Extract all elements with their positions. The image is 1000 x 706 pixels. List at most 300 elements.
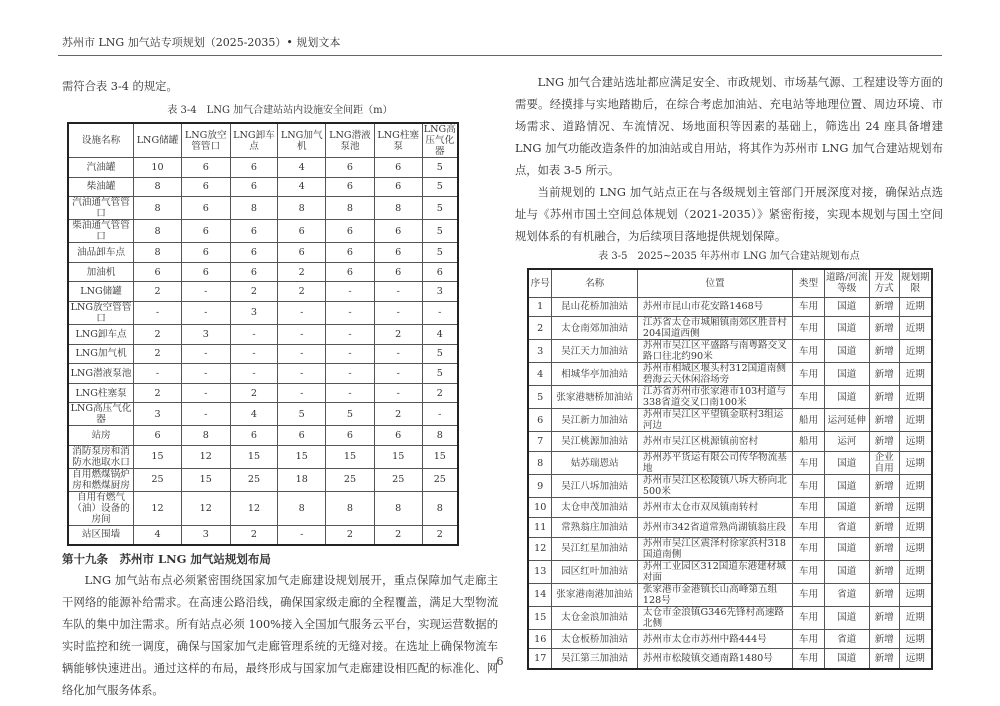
column-header: 道路/河流等级 (824, 269, 869, 297)
table-header-row (68, 123, 458, 158)
table-cell: 6 (230, 243, 278, 263)
table-cell: - (374, 364, 422, 384)
table-cell: 国道 (824, 606, 869, 629)
table-cell: - (134, 364, 182, 384)
table-cell: 6 (374, 177, 422, 197)
table-cell: 车用 (793, 517, 825, 537)
table-cell: 远期 (899, 629, 932, 649)
table-cell: 国道 (824, 649, 869, 669)
table-cell: 8 (134, 243, 182, 263)
table-cell: 2 (528, 317, 552, 340)
column-header: LNG高压气化器 (422, 123, 458, 158)
column-header: LNG柱塞泵 (374, 123, 422, 158)
table-cell: 6 (374, 158, 422, 178)
table-cell: 新增 (869, 606, 899, 629)
table-cell: 新增 (869, 498, 899, 518)
table-cell: 13 (528, 560, 552, 583)
table-cell: 汽油罐 (68, 158, 134, 178)
table-cell: 16 (528, 629, 552, 649)
table-cell: 车用 (793, 583, 825, 606)
table-cell: 6 (181, 177, 230, 197)
table-cell: 4 (134, 525, 182, 545)
table-cell: 常熟翁庄加油站 (552, 517, 637, 537)
table-cell: 15 (326, 445, 375, 468)
table-cell: 近期 (899, 317, 932, 340)
table-cell: 车用 (793, 649, 825, 669)
table-cell: 国道 (824, 560, 869, 583)
table-row (68, 262, 458, 282)
table-cell: 15 (181, 468, 230, 491)
table-cell: 近期 (899, 560, 932, 583)
table-cell: 柴油罐 (68, 177, 134, 197)
table-cell: 太仓南郊加油站 (552, 317, 637, 340)
table-row (528, 475, 932, 498)
table-cell: 国道 (824, 475, 869, 498)
table-cell: 远期 (899, 583, 932, 606)
running-header: 苏州市 LNG 加气站专项规划（2025-2035）• 规划文本 (62, 36, 341, 49)
table-cell: 8 (528, 452, 552, 475)
table-cell: - (181, 383, 230, 403)
table-cell: - (134, 301, 182, 324)
table-cell: 6 (181, 220, 230, 243)
table-cell: 车用 (793, 297, 825, 317)
table-cell: - (422, 301, 458, 324)
table-row (68, 282, 458, 302)
table-cell: - (326, 324, 375, 344)
table-cell: 站房 (68, 426, 134, 446)
table-row (528, 363, 932, 386)
table-cell: 船用 (793, 409, 825, 432)
table-cell: - (181, 403, 230, 426)
table-cell: 新增 (869, 432, 899, 452)
table-cell: 国道 (824, 363, 869, 386)
table-cell: 6 (230, 426, 278, 446)
table-row (528, 340, 932, 363)
table-cell: 车用 (793, 386, 825, 409)
column-header: 序号 (528, 269, 552, 297)
table-cell: 汽油通气管管口 (68, 197, 134, 220)
table-cell: - (326, 282, 375, 302)
column-header: 设施名称 (68, 123, 134, 158)
table-cell: 3 (528, 340, 552, 363)
table-cell: 国道 (824, 537, 869, 560)
table-cell: 8 (134, 197, 182, 220)
table-cell: 6 (181, 243, 230, 263)
table-cell: 6 (374, 426, 422, 446)
intro-text: 需符合表 3-4 的规定。 (62, 80, 178, 93)
table-cell: 苏州市昆山市花安路1468号 (637, 297, 792, 317)
table-row (68, 468, 458, 491)
table-cell: 8 (134, 220, 182, 243)
table-3-4 (67, 122, 459, 546)
table-cell: 远期 (899, 452, 932, 475)
table-cell: 6 (278, 220, 326, 243)
table-cell: 3 (422, 282, 458, 302)
table-row (528, 432, 932, 452)
table-cell: LNG卸车点 (68, 324, 134, 344)
table-cell: 苏州市太仓市苏州中路444号 (637, 629, 792, 649)
table-cell: 苏州市吴江区震泽村徐家浜村318国道南侧 (637, 537, 792, 560)
table-cell: 3 (181, 324, 230, 344)
table-cell: 苏州市松陵镇交通南路1480号 (637, 649, 792, 669)
table-cell: 6 (528, 409, 552, 432)
table-row (528, 409, 932, 432)
table-cell: 17 (528, 649, 552, 669)
table-cell: 25 (230, 468, 278, 491)
table-cell: 2 (134, 324, 182, 344)
table-cell: LNG柱塞泵 (68, 383, 134, 403)
table-cell: 苏州苏平货运有限公司传华物流基地 (637, 452, 792, 475)
table-cell: 3 (230, 301, 278, 324)
table-cell: 6 (230, 177, 278, 197)
table-cell: 6 (230, 158, 278, 178)
table-cell: 远期 (899, 498, 932, 518)
table-cell: 5 (422, 243, 458, 263)
table-row (68, 177, 458, 197)
table-cell: 6 (326, 177, 375, 197)
table-cell: 5 (422, 364, 458, 384)
table-cell: 2 (230, 383, 278, 403)
table-cell: 新增 (869, 583, 899, 606)
table-cell: 6 (230, 262, 278, 282)
table-3-5-caption: 表 3-5 2025~2035 年苏州市 LNG 加气合建站规划布点 (598, 251, 860, 262)
table-cell: 8 (422, 491, 458, 525)
table-cell: 吴江天力加油站 (552, 340, 637, 363)
table-cell: 吴江第三加油站 (552, 649, 637, 669)
table-cell: 6 (326, 220, 375, 243)
header-rule (58, 55, 942, 56)
table-cell: 柴油通气管管口 (68, 220, 134, 243)
table-cell: 6 (134, 262, 182, 282)
table-cell: 6 (278, 426, 326, 446)
table-cell: 2 (134, 282, 182, 302)
table-cell: 苏州市相城区堰头村312国道南侧碧海云天休闲浴场旁 (637, 363, 792, 386)
table-cell: LNG储罐 (68, 282, 134, 302)
table-row (528, 498, 932, 518)
table-cell: 江苏省苏州市张家港市103村道与338省道交叉口南100米 (637, 386, 792, 409)
table-cell: 6 (181, 262, 230, 282)
table-cell: 2 (374, 525, 422, 545)
table-cell: - (230, 364, 278, 384)
table-cell: 8 (326, 491, 375, 525)
table-cell: - (326, 301, 375, 324)
table-cell: 新增 (869, 629, 899, 649)
table-cell: 车用 (793, 475, 825, 498)
table-cell: 近期 (899, 517, 932, 537)
right-column (515, 72, 943, 670)
table-cell: 远期 (899, 537, 932, 560)
table-cell: - (181, 301, 230, 324)
table-cell: 4 (528, 363, 552, 386)
paragraph-2: 当前规划的 LNG 加气站点正在与各级规划主管部门开展深度对接，确保站点选址与《苏州市国土空间总体规划（2021-2035）》紧密衔接，实现本规划与国土空间规划体系的有机融合，为后续项目落地提供规划保障。 (515, 186, 943, 243)
table-cell: 吴江八坼加油站 (552, 475, 637, 498)
table-cell: 5 (422, 344, 458, 364)
table-cell: 3 (181, 525, 230, 545)
table-row (68, 426, 458, 446)
table-cell: 苏州市吴江区平盛路与南粤路交叉路口往北约90米 (637, 340, 792, 363)
table-cell: 6 (374, 243, 422, 263)
table-cell: 新增 (869, 363, 899, 386)
table-cell: 2 (374, 403, 422, 426)
table-cell: 运河延伸 (824, 409, 869, 432)
table-cell: 10 (528, 498, 552, 518)
table-cell: LNG放空管管口 (68, 301, 134, 324)
table-cell: 6 (326, 426, 375, 446)
table-row (528, 386, 932, 409)
table-cell: 2 (374, 324, 422, 344)
column-header: LNG加气机 (278, 123, 326, 158)
table-row (528, 629, 932, 649)
table-row (528, 560, 932, 583)
table-cell: 苏州市342省道常熟尚湖镇翁庄段 (637, 517, 792, 537)
table-cell: 15 (374, 445, 422, 468)
table-cell: 6 (326, 158, 375, 178)
table-cell: 新增 (869, 537, 899, 560)
column-header: 类型 (793, 269, 825, 297)
table-cell: 昆山花桥加油站 (552, 297, 637, 317)
table-row (68, 301, 458, 324)
table-row (68, 197, 458, 220)
table-cell: 10 (134, 158, 182, 178)
table-cell: 近期 (899, 340, 932, 363)
table-cell: 12 (181, 491, 230, 525)
table-cell: 车用 (793, 537, 825, 560)
table-row (68, 158, 458, 178)
table-row (68, 383, 458, 403)
table-cell: 国道 (824, 297, 869, 317)
table-cell: 5 (422, 197, 458, 220)
table-cell: 15 (528, 606, 552, 629)
table-cell: 张家港塘桥加油站 (552, 386, 637, 409)
table-cell: 2 (230, 282, 278, 302)
table-3-4-caption: 表 3-4 LNG 加气合建站站内设施安全间距（m） (167, 105, 393, 116)
table-row (68, 344, 458, 364)
table-cell: 姑苏瑞恩站 (552, 452, 637, 475)
table-cell: 11 (528, 517, 552, 537)
table-row (68, 364, 458, 384)
table-cell: 6 (181, 158, 230, 178)
table-cell: 6 (278, 243, 326, 263)
table-cell: 近期 (899, 409, 932, 432)
table-cell: 车用 (793, 317, 825, 340)
column-header: LNG放空管管口 (181, 123, 230, 158)
column-header: 开发方式 (869, 269, 899, 297)
table-cell: 省道 (824, 583, 869, 606)
table-cell: - (374, 301, 422, 324)
table-cell: 2 (326, 525, 375, 545)
column-header: 名称 (552, 269, 637, 297)
table-cell: 车用 (793, 606, 825, 629)
table-row (68, 324, 458, 344)
table-cell: 吴江桃源加油站 (552, 432, 637, 452)
table-cell: 新增 (869, 649, 899, 669)
table-row (528, 583, 932, 606)
table-cell: - (374, 383, 422, 403)
table-cell: - (326, 344, 375, 364)
table-cell: 2 (278, 262, 326, 282)
column-header: LNG储罐 (134, 123, 182, 158)
table-row (68, 491, 458, 525)
table-cell: - (181, 364, 230, 384)
table-cell: 自用有燃气（油）设备的房间 (68, 491, 134, 525)
table-cell: 车用 (793, 452, 825, 475)
column-header: 位置 (637, 269, 792, 297)
table-cell: 近期 (899, 475, 932, 498)
table-cell: 1 (528, 297, 552, 317)
page-number: 6 (496, 655, 504, 668)
table-cell: - (278, 324, 326, 344)
table-cell: 8 (422, 426, 458, 446)
table-row (528, 452, 932, 475)
table-cell: - (326, 383, 375, 403)
table-cell: 6 (374, 220, 422, 243)
table-cell: 6 (181, 197, 230, 220)
table-cell: 太仓申茂加油站 (552, 498, 637, 518)
table-cell: 太仓市金浪镇G346先锋村高速路北侧 (637, 606, 792, 629)
table-cell: 15 (278, 445, 326, 468)
table-cell: 新增 (869, 340, 899, 363)
paragraph-1: LNG 加气合建站选址都应满足安全、市政规划、市场基气源、工程建设等方面的需要。经摸排与实地踏勘后，在综合考虑加油站、充电站等地理位置、周边环境、市场需求、道路情况、车流情况、场地面积等因素的基础上，筛选出 24 座具备增建 LNG 加气功能改造条件的加油站或自用站，将其作为苏州市 LNG 加气合建站规划布点，如表 3-5 所示。 (515, 76, 943, 177)
table-cell: 江苏省太仓市城厢镇南郊区胜昔村204国道西侧 (637, 317, 792, 340)
table-cell: 苏州工业园区312国道东港建材城对面 (637, 560, 792, 583)
table-cell: - (278, 344, 326, 364)
table-cell: 车用 (793, 363, 825, 386)
table-cell: 7 (528, 432, 552, 452)
table-cell: 8 (326, 197, 375, 220)
table-cell: 站区围墙 (68, 525, 134, 545)
table-cell: 消防泵房和消防水池取水口 (68, 445, 134, 468)
table-cell: 2 (230, 525, 278, 545)
table-cell: - (278, 301, 326, 324)
table-cell: 远期 (899, 649, 932, 669)
table-cell: - (230, 344, 278, 364)
table-cell: - (181, 282, 230, 302)
table-cell: 5 (422, 158, 458, 178)
table-cell: 车用 (793, 560, 825, 583)
table-cell: 8 (181, 426, 230, 446)
table-cell: 企业自用 (869, 452, 899, 475)
table-cell: 12 (181, 445, 230, 468)
table-cell: - (181, 344, 230, 364)
table-cell: 12 (528, 537, 552, 560)
table-cell: 新增 (869, 517, 899, 537)
table-cell: 运河 (824, 432, 869, 452)
column-header: LNG卸车点 (230, 123, 278, 158)
table-cell: - (374, 282, 422, 302)
table-cell: 8 (278, 197, 326, 220)
table-cell: 自用燃煤锅炉房和燃煤厨房 (68, 468, 134, 491)
table-cell: 吴江新力加油站 (552, 409, 637, 432)
left-column (62, 76, 498, 702)
table-cell: 6 (422, 262, 458, 282)
table-row (68, 403, 458, 426)
table-cell: 近期 (899, 297, 932, 317)
table-cell: LNG高压气化器 (68, 403, 134, 426)
table-cell: 25 (134, 468, 182, 491)
table-cell: 5 (422, 220, 458, 243)
table-cell: 12 (230, 491, 278, 525)
table-cell: 5 (528, 386, 552, 409)
table-cell: 15 (230, 445, 278, 468)
table-row (528, 517, 932, 537)
table-cell: 张家港市金港镇长山高峰第五组128号 (637, 583, 792, 606)
table-cell: 新增 (869, 409, 899, 432)
table-cell: 国道 (824, 498, 869, 518)
table-header-row (528, 269, 932, 297)
column-header: 规划期限 (899, 269, 932, 297)
table-cell: 8 (374, 491, 422, 525)
table-row (528, 606, 932, 629)
table-cell: - (278, 383, 326, 403)
table-cell: 4 (230, 403, 278, 426)
table-cell: 车用 (793, 629, 825, 649)
table-cell: 8 (134, 177, 182, 197)
table-cell: 6 (374, 262, 422, 282)
table-cell: 2 (134, 383, 182, 403)
table-cell: 5 (278, 403, 326, 426)
table-cell: 张家港南港加油站 (552, 583, 637, 606)
table-cell: 2 (134, 344, 182, 364)
table-cell: 6 (326, 262, 375, 282)
table-row (528, 317, 932, 340)
table-cell: 18 (278, 468, 326, 491)
table-cell: 3 (134, 403, 182, 426)
table-cell: 8 (278, 491, 326, 525)
table-cell: 5 (326, 403, 375, 426)
table-cell: 新增 (869, 475, 899, 498)
table-cell: 25 (326, 468, 375, 491)
table-cell: 园区红叶加油站 (552, 560, 637, 583)
table-cell: 新增 (869, 317, 899, 340)
table-cell: 6 (326, 243, 375, 263)
table-cell: 8 (374, 197, 422, 220)
table-cell: 国道 (824, 386, 869, 409)
table-cell: 14 (528, 583, 552, 606)
table-cell: 15 (134, 445, 182, 468)
table-cell: 近期 (899, 606, 932, 629)
table-cell: 车用 (793, 340, 825, 363)
table-cell: 25 (422, 468, 458, 491)
table-row (528, 297, 932, 317)
table-cell: 苏州市太仓市双凤镇南转村 (637, 498, 792, 518)
table-cell: 4 (422, 324, 458, 344)
table-cell: 国道 (824, 317, 869, 340)
table-cell: 远期 (899, 432, 932, 452)
table-cell: 太仓板桥加油站 (552, 629, 637, 649)
table-3-5 (527, 268, 933, 670)
table-cell: 8 (230, 197, 278, 220)
table-cell: 25 (374, 468, 422, 491)
table-cell: 省道 (824, 517, 869, 537)
table-cell: 相城华亭加油站 (552, 363, 637, 386)
table-cell: - (374, 344, 422, 364)
table-cell: 5 (422, 177, 458, 197)
table-cell: 6 (134, 426, 182, 446)
table-cell: 船用 (793, 432, 825, 452)
table-cell: 4 (278, 177, 326, 197)
table-cell: 4 (278, 158, 326, 178)
table-cell: 15 (422, 445, 458, 468)
table-cell: 吴江红星加油站 (552, 537, 637, 560)
table-cell: 近期 (899, 386, 932, 409)
table-cell: 油品卸车点 (68, 243, 134, 263)
article-title: 第十九条 苏州市 LNG 加气站规划布局 (62, 552, 271, 567)
table-cell: 2 (422, 383, 458, 403)
table-cell: 省道 (824, 629, 869, 649)
table-cell: - (326, 364, 375, 384)
table-cell: - (422, 403, 458, 426)
article-text: LNG 加气站布点必须紧密围绕国家加气走廊建设规划展开，重点保障加气走廊主干网络的能源补给需求。在高速公路沿线，确保国家级走廊的全程覆盖，满足大型物流车队的集中加注需求。所有站点必须 100%接入全国加气服务云平台，实现运营数据的实时监控和统一调度，确保与国家加气走廊管理系统的无缝对接。在选址上确保物流车辆能够快速进出。通过这样的布局，最终形成与国家加气走廊建设相匹配的标准化、网络化加气服务体系。 (62, 574, 498, 698)
